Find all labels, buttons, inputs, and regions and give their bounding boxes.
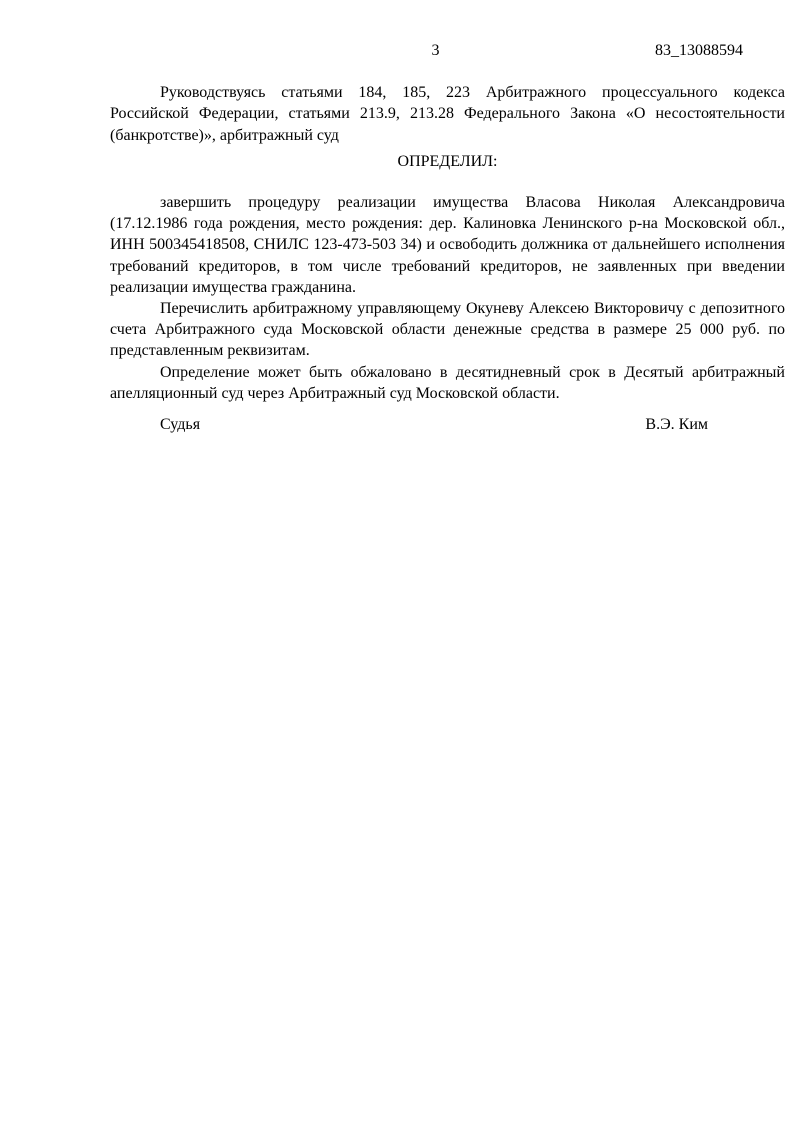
resolution-paragraph-2: Перечислить арбитражному управляющему Окуневу Алексею Викторовичу с депозитного счета Арбитражного суда Московской области денежные средства в размере 25 000 руб. по представленным реквизитам. [110,300,785,360]
signature-block [110,414,785,435]
resolution-paragraph-3: Определение может быть обжаловано в десятидневный срок в Десятый арбитражный апелляционный суд через Арбитражный суд Московской области. [110,363,785,402]
intro-paragraph: Руководствуясь статьями 184, 185, 223 Арбитражного процессуального кодекса Российской Федерации, статьями 213.9, 213.28 Федерального Закона «О несостоятельности (банкротстве)», арбитражный суд [110,84,785,144]
document-number: 83_13088594 [655,42,743,59]
resolution-heading: ОПРЕДЕЛИЛ: [397,152,498,170]
page-number: 3 [431,42,440,59]
document-body [110,82,785,404]
resolution-paragraph-1: завершить процедуру реализации имущества Власова Николая Александровича (17.12.1986 года рождения, место рождения: дер. Калиновка Ленинского р-на Московской обл., ИНН 500345418508, СНИЛС 123-473-503 34) и освободить должника от дальнейшего исполнения требований кредиторов, в том числе требований кредиторов, не заявленных при введении реализации имущества гражданина. [110,194,785,296]
judge-role-label: Судья [160,416,201,434]
page-header [110,40,785,61]
judge-name: В.Э. Ким [645,416,708,434]
